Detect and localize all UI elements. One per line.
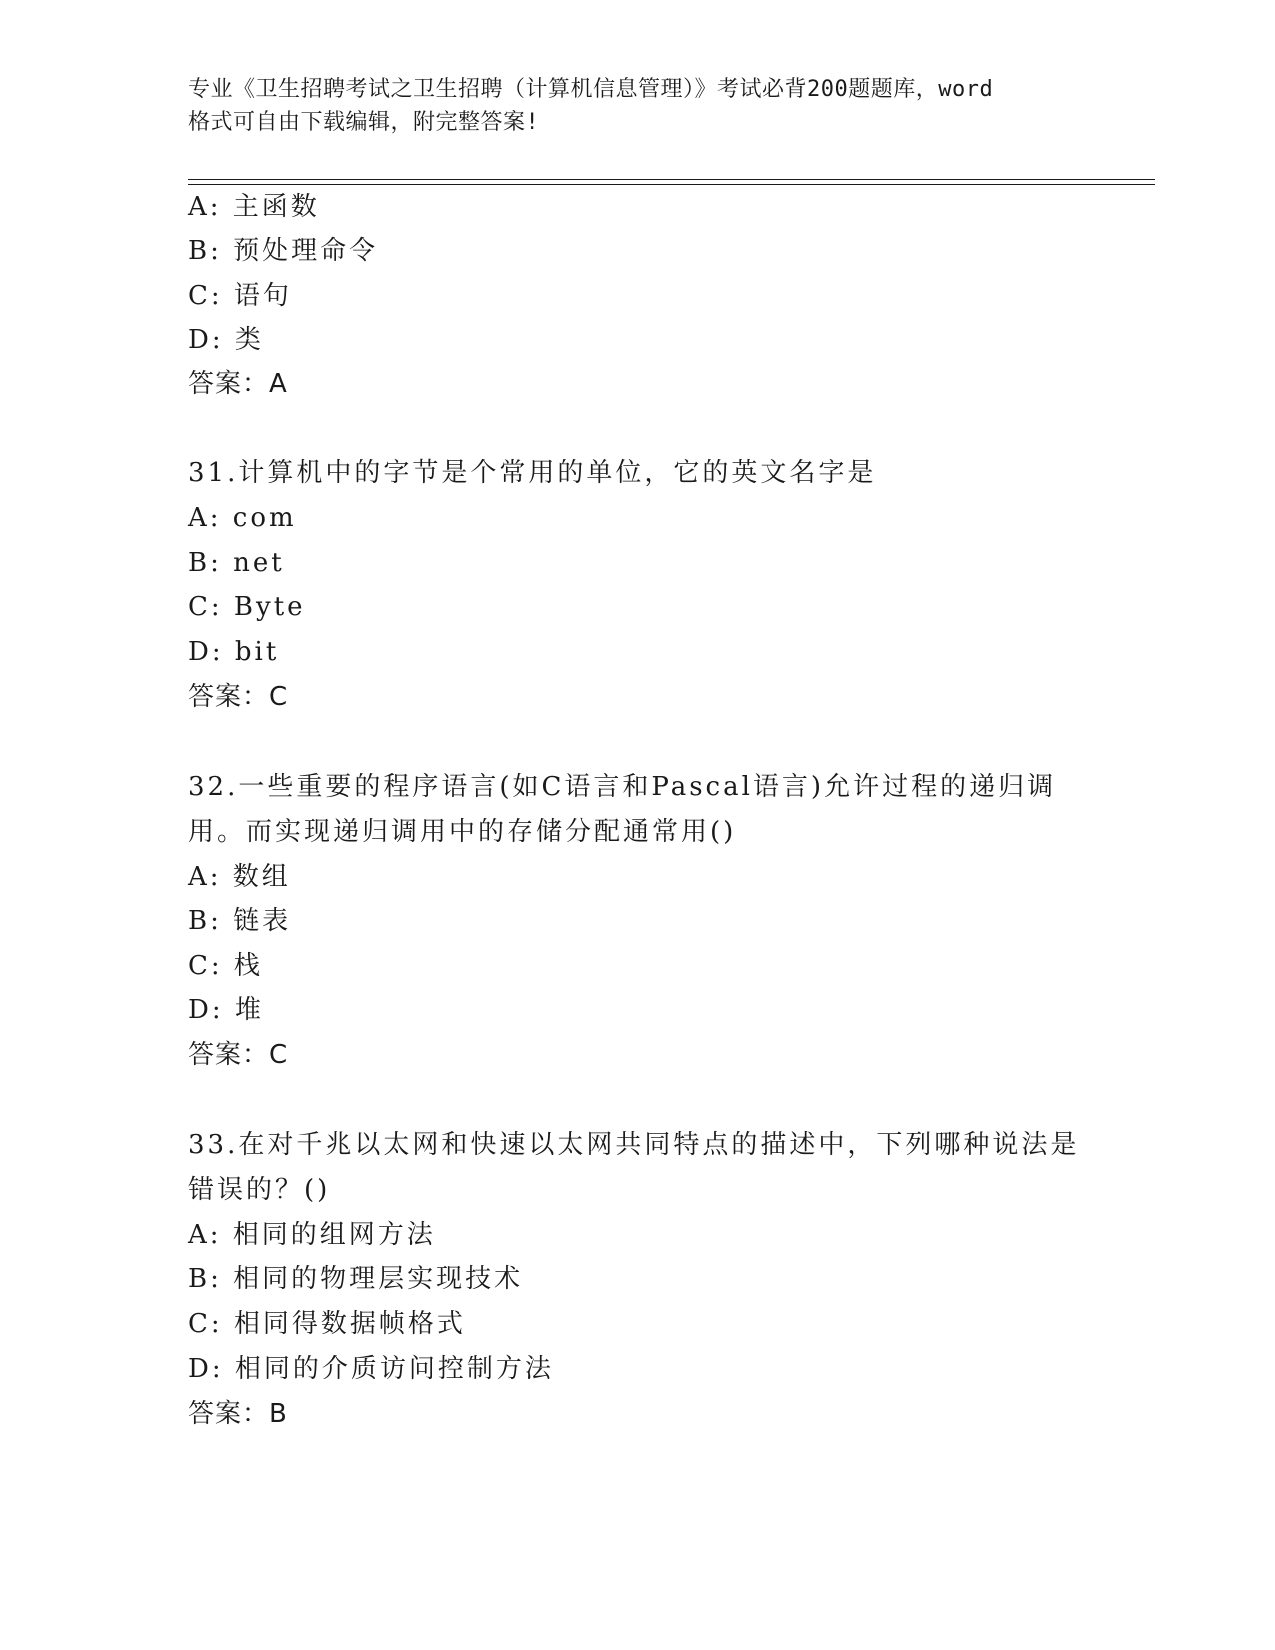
q33-stem-line-1: 33.在对千兆以太网和快速以太网共同特点的描述中，下列哪种说法是 xyxy=(188,1130,1080,1160)
header-line-1: 专业《卫生招聘考试之卫生招聘（计算机信息管理）》考试必背200题题库，word xyxy=(188,77,994,102)
q30-option-a: A: 主函数 xyxy=(188,192,320,222)
q31-answer: 答案：C xyxy=(188,682,289,712)
q33-option-a: A: 相同的组网方法 xyxy=(188,1220,436,1250)
q33-option-d: D: 相同的介质访问控制方法 xyxy=(188,1354,554,1384)
q31-option-d: D: bit xyxy=(188,637,280,667)
q32-stem-line-2: 用。而实现递归调用中的存储分配通常用() xyxy=(188,817,737,847)
q32-option-d: D: 堆 xyxy=(188,995,264,1025)
q33-option-b: B: 相同的物理层实现技术 xyxy=(188,1264,524,1294)
q31-option-b: B: net xyxy=(188,548,285,578)
q33-stem-line-2: 错误的？() xyxy=(188,1175,331,1205)
q31-option-c: C: Byte xyxy=(188,592,306,622)
q30-answer: 答案：A xyxy=(188,369,288,399)
document-header xyxy=(188,73,1088,139)
q32-option-b: B: 链表 xyxy=(188,906,292,936)
q31-option-a: A: com xyxy=(188,503,297,533)
header-divider-bottom xyxy=(188,184,1155,185)
q32-option-c: C: 栈 xyxy=(188,951,263,981)
q33-answer: 答案：B xyxy=(188,1399,288,1429)
q30-option-c: C: 语句 xyxy=(188,281,292,311)
q30-option-d: D: 类 xyxy=(188,325,264,355)
q33-option-c: C: 相同得数据帧格式 xyxy=(188,1309,466,1339)
q32-stem-line-1: 32.一些重要的程序语言(如C语言和Pascal语言)允许过程的递归调 xyxy=(188,772,1057,802)
header-divider-top xyxy=(188,179,1155,180)
q30-option-b: B: 预处理命令 xyxy=(188,236,379,266)
q32-answer: 答案：C xyxy=(188,1040,289,1070)
q32-option-a: A: 数组 xyxy=(188,862,291,892)
q31-stem: 31.计算机中的字节是个常用的单位，它的英文名字是 xyxy=(188,458,877,488)
header-line-2: 格式可自由下载编辑，附完整答案! xyxy=(188,110,540,135)
